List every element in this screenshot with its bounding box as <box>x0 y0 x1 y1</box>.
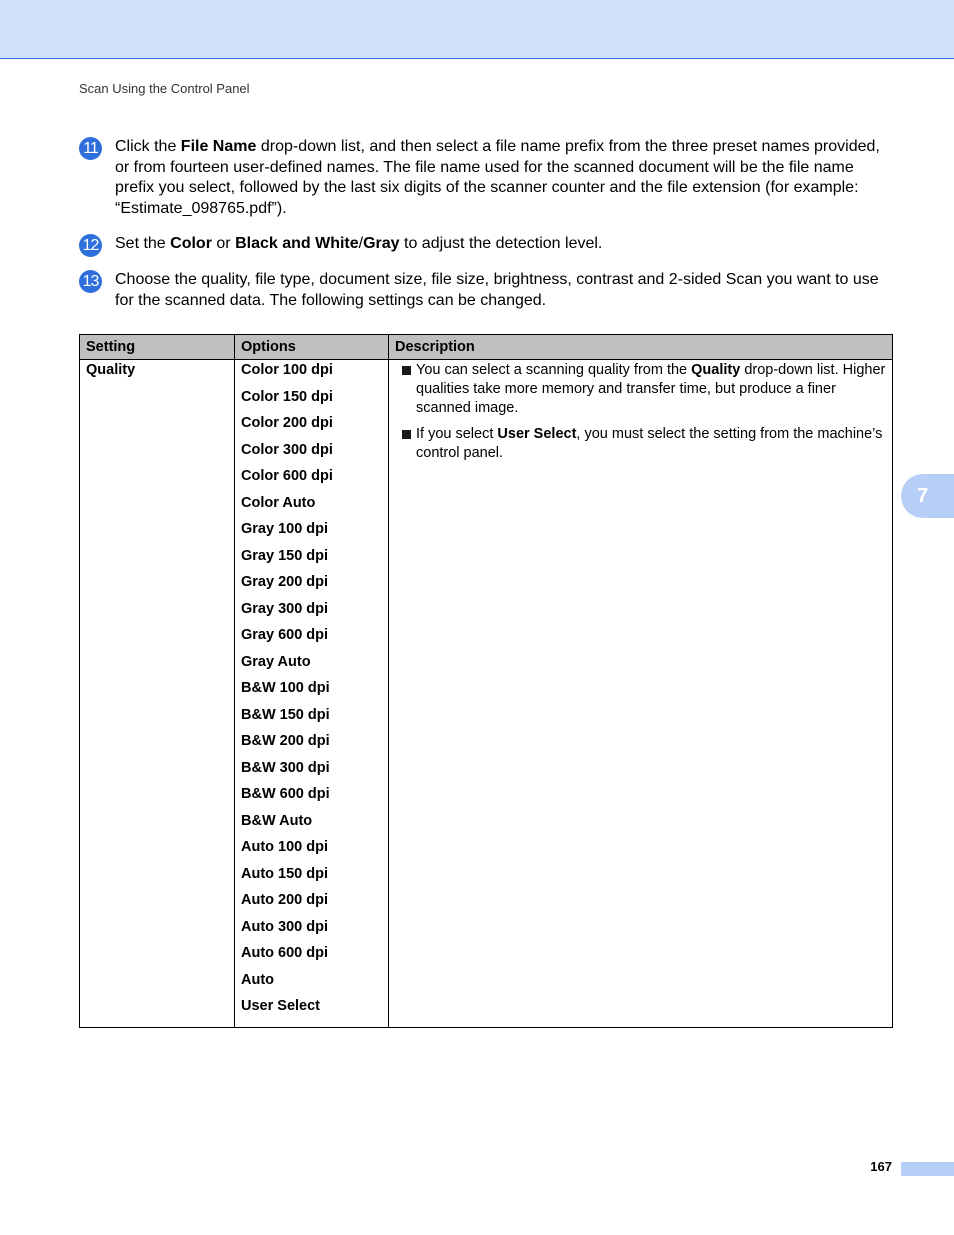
square-bullet-icon <box>402 430 411 439</box>
step-12 <box>79 234 894 255</box>
option-item: B&W 200 dpi <box>241 733 330 749</box>
step-text: Set the Color or Black and White/Gray to adjust the detection level. <box>115 235 603 252</box>
description-text: If you select User Select, you must select the setting from the machine’s control panel. <box>416 426 883 461</box>
option-item: Color Auto <box>241 494 316 511</box>
setting-cell: Quality <box>80 360 235 1028</box>
header-setting: Setting <box>80 335 235 360</box>
square-bullet-icon <box>402 366 411 375</box>
option-item: Color 150 dpi <box>241 388 333 405</box>
option-item: B&W Auto <box>241 812 313 829</box>
step-text: Choose the quality, file type, document size, file size, brightness, contrast and 2-sided Scan you want to use for the scanned data. The following settings can be changed. <box>115 271 879 309</box>
option-item: Color 100 dpi <box>241 362 333 378</box>
description-item <box>395 425 886 463</box>
option-item: Color 300 dpi <box>241 441 333 458</box>
option-item: B&W 150 dpi <box>241 706 330 723</box>
option-item: Auto 150 dpi <box>241 865 329 882</box>
option-item: B&W 600 dpi <box>241 786 330 802</box>
page-number: 167 <box>870 1159 892 1174</box>
step-number-icon: 12 <box>79 234 102 257</box>
option-item: B&W 100 dpi <box>241 680 330 696</box>
option-item: Gray 150 dpi <box>241 547 329 564</box>
step-11 <box>79 137 894 219</box>
header-description: Description <box>389 335 893 360</box>
step-13 <box>79 270 894 311</box>
step-number-icon: 11 <box>79 137 102 160</box>
running-head: Scan Using the Control Panel <box>79 81 250 96</box>
settings-table <box>79 334 893 1028</box>
option-item: Gray 100 dpi <box>241 521 329 537</box>
description-list <box>395 360 886 463</box>
chapter-tab: 7 <box>901 474 954 518</box>
option-item: Gray Auto <box>241 653 311 670</box>
option-item: Color 200 dpi <box>241 415 333 431</box>
description-text: You can select a scanning quality from the Quality drop-down list. Higher qualities take more memory and transfer time, but produce a finer scanned image. <box>416 362 886 416</box>
description-cell <box>389 360 893 1028</box>
description-item <box>395 361 886 418</box>
option-item: Auto 600 dpi <box>241 945 329 961</box>
header-options: Options <box>235 335 389 360</box>
step-text: Click the File Name drop-down list, and then select a file name prefix from the three preset names provided, or from fourteen user-defined names. The file name used for the scanned document will be the file name prefix you select, followed by the last six digits of the scanner counter and the file extension (for example: “Estimate_098765.pdf”). <box>115 138 880 217</box>
option-item: Gray 600 dpi <box>241 627 329 643</box>
option-item: Gray 200 dpi <box>241 574 329 590</box>
option-item: B&W 300 dpi <box>241 759 330 776</box>
table-header-row <box>80 335 893 360</box>
option-item: Gray 300 dpi <box>241 600 329 617</box>
option-item: Auto 300 dpi <box>241 918 329 935</box>
header-band <box>0 0 954 59</box>
option-item: Color 600 dpi <box>241 468 333 484</box>
page-number-bar <box>901 1162 954 1176</box>
step-number-icon: 13 <box>79 270 102 293</box>
option-item: Auto 200 dpi <box>241 892 329 908</box>
option-item: Auto <box>241 971 275 988</box>
options-list <box>241 360 382 1027</box>
option-item: User Select <box>241 998 320 1014</box>
options-cell <box>235 360 389 1028</box>
table-row <box>80 360 893 1028</box>
option-item: Auto 100 dpi <box>241 839 329 855</box>
